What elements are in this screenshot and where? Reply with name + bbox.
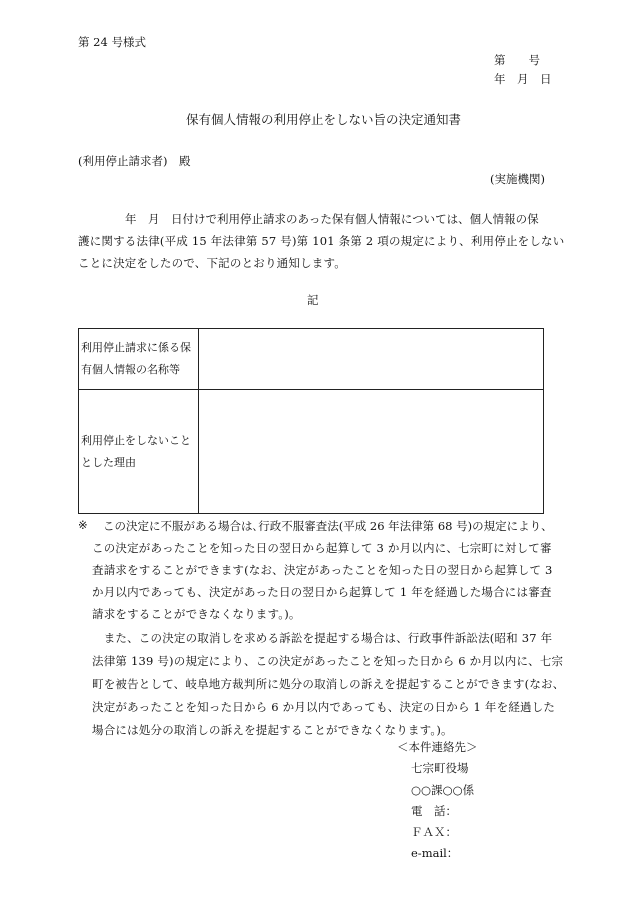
note-line: か月以内であっても、決定があった日の翌日から起算して 1 年を経過した場合には審査	[92, 585, 552, 599]
body-line-1: 年 月 日付けで利用停止請求のあった保有個人情報については、個人情報の保	[125, 212, 539, 226]
note-line: 請求をすることができなくなります。)。	[92, 607, 301, 621]
issuer-agency: (実施機関)	[490, 172, 545, 186]
contact-heading: ＜本件連絡先＞	[397, 740, 478, 754]
contact-office: 七宗町役場	[411, 761, 469, 775]
table-row-reason	[79, 390, 544, 514]
form-number: 第 24 号様式	[78, 35, 146, 49]
contact-phone: 電 話：	[411, 804, 457, 818]
note-line: この決定に不服がある場合は､行政不服審査法(平成 26 年法律第 68 号)の規定により、	[103, 519, 553, 533]
note-line: 場合には処分の取消しの訴えを提起することができなくなります。)。	[92, 723, 453, 737]
note-line: 法律第 139 号)の規定により、この決定があったことを知った日から 6 か月以内に、七宗	[92, 654, 564, 668]
table-label-line: 有個人情報の名称等	[81, 363, 180, 376]
contact-fax: ＦＡＸ：	[411, 825, 457, 839]
body-line-2: 護に関する法律(平成 15 年法律第 57 号)第 101 条第 2 項の規定により、利用停止をしない	[78, 234, 565, 248]
note-line: また、この決定の取消しを求める訴訟を提起する場合は、行政事件訴訟法(昭和 37 年	[92, 631, 553, 645]
ki-heading: 記	[307, 293, 319, 307]
note-line: 決定があったことを知った日から 6 か月以内であっても、決定の日から 1 年を経過した	[92, 700, 556, 714]
table-row-request-info	[79, 329, 544, 390]
addressee: (利用停止請求者) 殿	[78, 154, 191, 168]
body-line-3: ことに決定をしたので、下記のとおり通知します。	[78, 256, 346, 270]
date-label: 年 月 日	[494, 72, 552, 86]
table-label-line: 利用停止をしないこと	[81, 433, 191, 447]
note-line: この決定があったことを知った日の翌日から起算して 3 か月以内に、七宗町に対して審	[92, 541, 552, 555]
table-value-reason	[199, 390, 544, 514]
table-label-line: とした理由	[81, 455, 136, 469]
table-label-request-info	[79, 329, 199, 390]
table-label-reason	[79, 390, 199, 514]
document-number-label: 第 号	[494, 53, 540, 67]
document-title: 保有個人情報の利用停止をしない旨の決定通知書	[186, 112, 462, 127]
decision-table	[78, 328, 544, 514]
table-label-line: 利用停止請求に係る保	[81, 341, 191, 354]
table-value-request-info	[199, 329, 544, 390]
contact-section: ○○課○○係	[411, 783, 475, 797]
note-mark: ※	[78, 518, 88, 532]
note-line: 査請求をすることができます(なお、決定があったことを知った日の翌日から起算して 3	[92, 563, 553, 577]
contact-email: e-mail：	[411, 846, 459, 860]
note-line: 町を被告として、岐阜地方裁判所に処分の取消しの訴えを提起することができます(なお、	[92, 677, 565, 691]
